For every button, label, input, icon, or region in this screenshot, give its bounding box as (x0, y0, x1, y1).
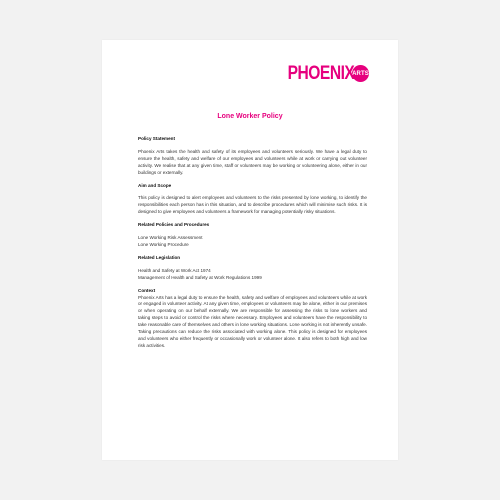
logo-wordmark: PHOENIX (287, 63, 354, 84)
list-item: Lone Working Procedure (138, 241, 189, 247)
heading-aim-scope: Aim and Scope (138, 182, 172, 188)
logo-badge: ARTS (352, 65, 369, 82)
heading-policy-statement: Policy Statement (138, 136, 176, 141)
list-item: Lone Working Risk Assessment (138, 235, 203, 241)
text-context: Phoenix Arts has a legal duty to ensure the health, safety and welfare of employees and volunteers while at work or engaged in volunteer activity. At any given time, employees or volunteers may be alone, either in our premises or when operating on our behalf externally. We are responsible for assessing the risks to lone workers and taking steps to avoid or control the risks where necessary. Employees and volunteers have the responsibility to take reasonable care of themselves and others in lone working situations. Lone working is not inherently unsafe. Taking precautions can reduce the risks associated with working alone. This policy is designed for employees and volunteers who either frequently or occasionally work or volunteer alone. It also refers to both high and low risk activities. (138, 294, 367, 348)
heading-related-policies: Related Policies and Procedures (138, 222, 210, 228)
document-page (102, 40, 398, 460)
document-title: Lone Worker Policy (217, 113, 283, 120)
heading-related-legislation: Related Legislation (138, 254, 181, 260)
heading-context: Context (138, 287, 156, 293)
text-policy-statement: Phoenix Arts takes the health and safety of its employees and volunteers seriously. We have a legal duty to ensure the health, safety and welfare of our employees and volunteers while at work or carrying out volunteer activity. We realise that at any given time, staff or volunteers may be working or volunteering alone, either in our buildings or externally. (138, 148, 367, 175)
document-body (138, 136, 367, 350)
list-item: Management of Health and Safety at Work Regulations 1999 (138, 274, 262, 280)
text-aim-scope: This policy is designed to alert employees and volunteers to the risks presented by lone working, to identify the responsibilities each person has in this situation, and to describe procedures which will minimise such risks. It is designed to give employees and volunteers a framework for managing potentially risky situations. (138, 195, 367, 215)
list-item: Health and Safety at Work Act 1974 (138, 267, 211, 273)
phoenix-arts-logo (273, 64, 369, 83)
